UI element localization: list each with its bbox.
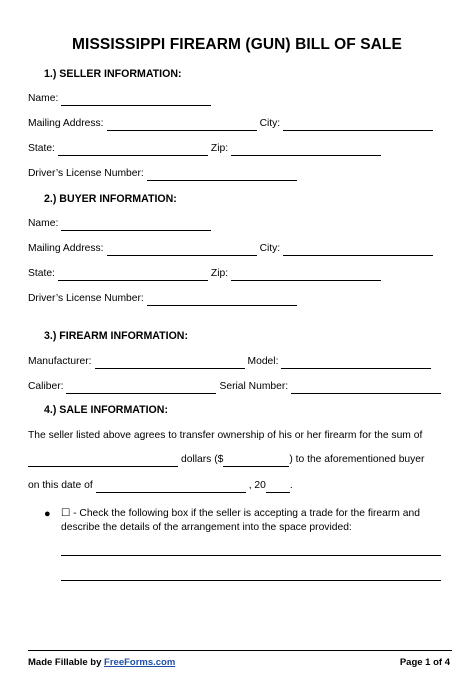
seller-license-row — [28, 167, 300, 181]
footer-made-fillable — [28, 657, 175, 668]
buyer-state-field[interactable] — [58, 269, 208, 281]
buyer-state-row — [28, 267, 384, 281]
seller-state-label: State: — [28, 143, 55, 154]
sale-section-heading: 4.) SALE INFORMATION: — [44, 404, 168, 416]
buyer-name-label: Name: — [28, 218, 59, 229]
document-title: MISSISSIPPI FIREARM (GUN) BILL OF SALE — [72, 36, 402, 53]
manufacturer-label: Manufacturer: — [28, 356, 92, 367]
trade-details-line-1[interactable] — [61, 555, 441, 556]
footer-divider — [28, 650, 452, 651]
sale-date-field[interactable] — [96, 481, 246, 493]
seller-city-field[interactable] — [283, 119, 433, 131]
buyer-zip-label: Zip: — [210, 268, 229, 279]
date-prefix-text: on this date of — [28, 480, 93, 491]
serial-number-label: Serial Number: — [219, 381, 289, 392]
buyer-license-field[interactable] — [147, 294, 297, 306]
seller-zip-field[interactable] — [231, 144, 381, 156]
buyer-city-label: City: — [259, 243, 281, 254]
firearm-caliber-row — [28, 380, 444, 394]
sale-amount-words-field[interactable] — [28, 455, 178, 467]
buyer-zip-field[interactable] — [231, 269, 381, 281]
dollars-text: dollars ($ — [181, 454, 224, 465]
bullet-icon: ● — [44, 508, 51, 520]
sale-paragraph-line1: The seller listed above agrees to transfer ownership of his or her firearm for the sum of — [28, 430, 423, 441]
sale-amount-number-field[interactable] — [223, 455, 289, 467]
seller-state-field[interactable] — [58, 144, 208, 156]
caliber-label: Caliber: — [28, 381, 64, 392]
seller-section-heading: 1.) SELLER INFORMATION: — [44, 68, 182, 80]
trade-details-line-2[interactable] — [61, 580, 441, 581]
buyer-license-label: Driver’s License Number: — [28, 293, 144, 304]
seller-name-label: Name: — [28, 93, 59, 104]
buyer-name-field[interactable] — [61, 219, 211, 231]
manufacturer-field[interactable] — [95, 357, 245, 369]
freeforms-link[interactable]: FreeForms.com — [104, 657, 176, 668]
buyer-address-row — [28, 242, 436, 256]
buyer-mailing-label: Mailing Address: — [28, 243, 104, 254]
buyer-reference-text: ) to the aforementioned buyer — [289, 454, 425, 465]
buyer-license-row — [28, 292, 300, 306]
model-field[interactable] — [281, 357, 431, 369]
made-fillable-text: Made Fillable by — [28, 657, 105, 668]
seller-address-row — [28, 117, 436, 131]
seller-city-label: City: — [259, 118, 281, 129]
serial-number-field[interactable] — [291, 382, 441, 394]
seller-state-row — [28, 142, 384, 156]
buyer-name-row — [28, 217, 214, 231]
seller-mailing-field[interactable] — [107, 119, 257, 131]
sale-date-row — [28, 479, 293, 493]
sale-amount-row — [28, 453, 424, 467]
seller-name-row — [28, 92, 214, 106]
year-prefix-text: , 20 — [248, 480, 266, 491]
buyer-mailing-field[interactable] — [107, 244, 257, 256]
firearm-section-heading: 3.) FIREARM INFORMATION: — [44, 330, 188, 342]
firearm-manufacturer-row — [28, 355, 434, 369]
trade-text-line1: ☐ - Check the following box if the seller is accepting a trade for the firearm and — [61, 508, 420, 519]
trade-text-line2: describe the details of the arrangement into the space provided: — [61, 521, 352, 533]
caliber-field[interactable] — [66, 382, 216, 394]
seller-zip-label: Zip: — [210, 143, 229, 154]
seller-mailing-label: Mailing Address: — [28, 118, 104, 129]
model-label: Model: — [247, 356, 279, 367]
buyer-city-field[interactable] — [283, 244, 433, 256]
seller-license-field[interactable] — [147, 169, 297, 181]
page-number: Page 1 of 4 — [399, 657, 450, 668]
buyer-state-label: State: — [28, 268, 55, 279]
seller-name-field[interactable] — [61, 94, 211, 106]
sale-year-field[interactable] — [266, 481, 290, 493]
seller-license-label: Driver’s License Number: — [28, 168, 144, 179]
buyer-section-heading: 2.) BUYER INFORMATION: — [44, 193, 177, 205]
year-suffix-text: . — [289, 480, 293, 491]
trade-checkbox-text[interactable] — [61, 507, 420, 534]
